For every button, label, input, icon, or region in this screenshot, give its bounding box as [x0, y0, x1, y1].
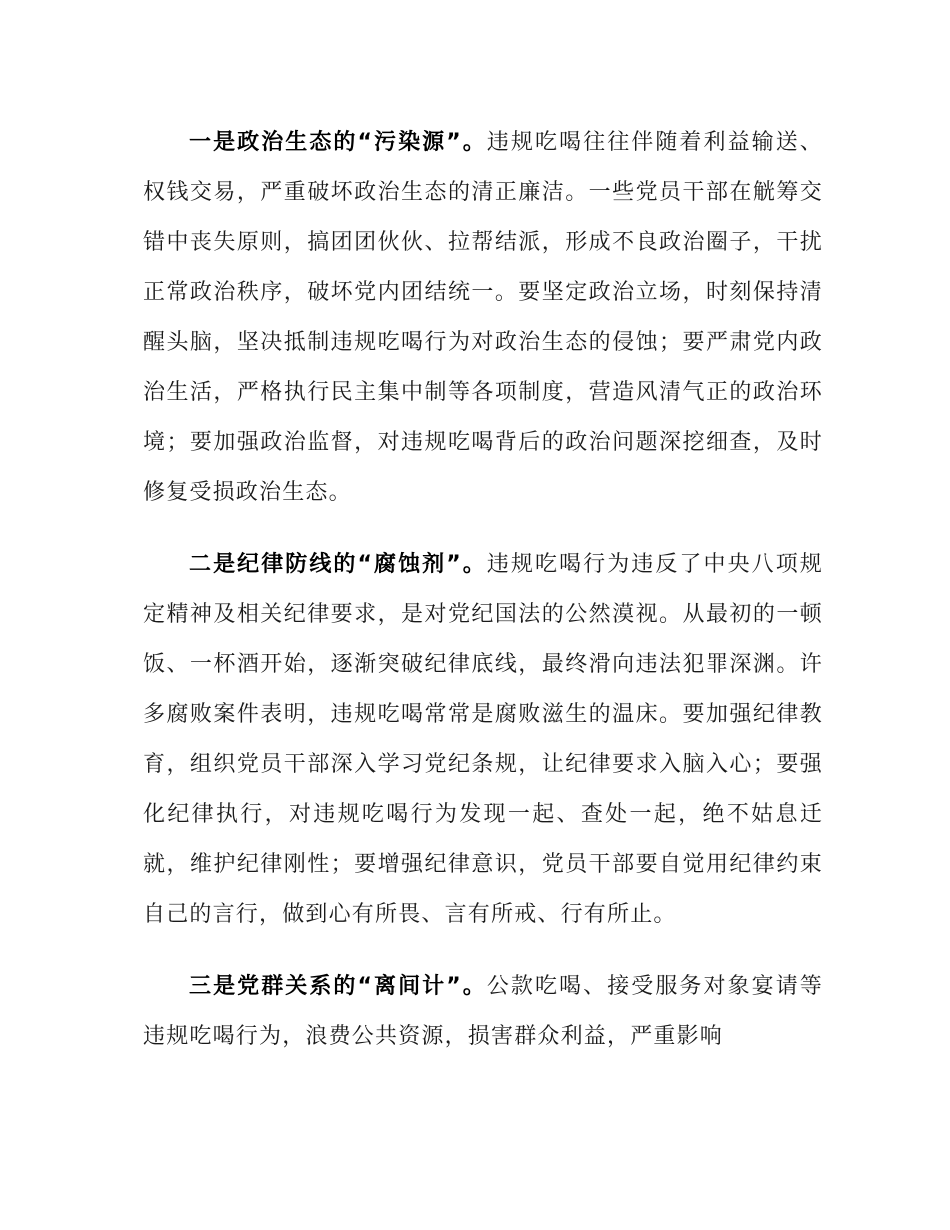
paragraph-1-text: 违规吃喝往往伴随着利益输送、权钱交易，严重破坏政治生态的清正廉洁。一些党员干部在觥筹交错中丧失原则，搞团团伙伙、拉帮结派，形成不良政治圈子，干扰正常政治秩序，破坏党内团结统一。要坚定政治立场，时刻保持清醒头脑，坚决抵制违规吃喝行为对政治生态的侵蚀；要严肃党内政治生活，严格执行民主集中制等各项制度，营造风清气正的政治环境；要加强政治监督，对违规吃喝背后的政治问题深挖细查，及时修复受损政治生态。 — [143, 130, 823, 505]
paragraph-3 — [143, 962, 823, 1062]
paragraph-2 — [143, 540, 823, 940]
paragraph-3-heading: 三是党群关系的“离间计”。 — [189, 974, 487, 999]
paragraph-3-text: 公款吃喝、接受服务对象宴请等违规吃喝行为，浪费公共资源，损害群众利益，严重影响 — [143, 974, 823, 1049]
document-body — [143, 118, 823, 1062]
paragraph-2-heading: 二是纪律防线的“腐蚀剂”。 — [189, 552, 487, 577]
paragraph-2-text: 违规吃喝行为违反了中央八项规定精神及相关纪律要求，是对党纪国法的公然漠视。从最初的一顿饭、一杯酒开始，逐渐突破纪律底线，最终滑向违法犯罪深渊。许多腐败案件表明，违规吃喝常常是腐败滋生的温床。要加强纪律教育，组织党员干部深入学习党纪条规，让纪律要求入脑入心；要强化纪律执行，对违规吃喝行为发现一起、查处一起，绝不姑息迁就，维护纪律刚性；要增强纪律意识，党员干部要自觉用纪律约束自己的言行，做到心有所畏、言有所戒、行有所止。 — [143, 552, 823, 927]
paragraph-1 — [143, 118, 823, 518]
paragraph-1-heading: 一是政治生态的“污染源”。 — [189, 130, 487, 155]
